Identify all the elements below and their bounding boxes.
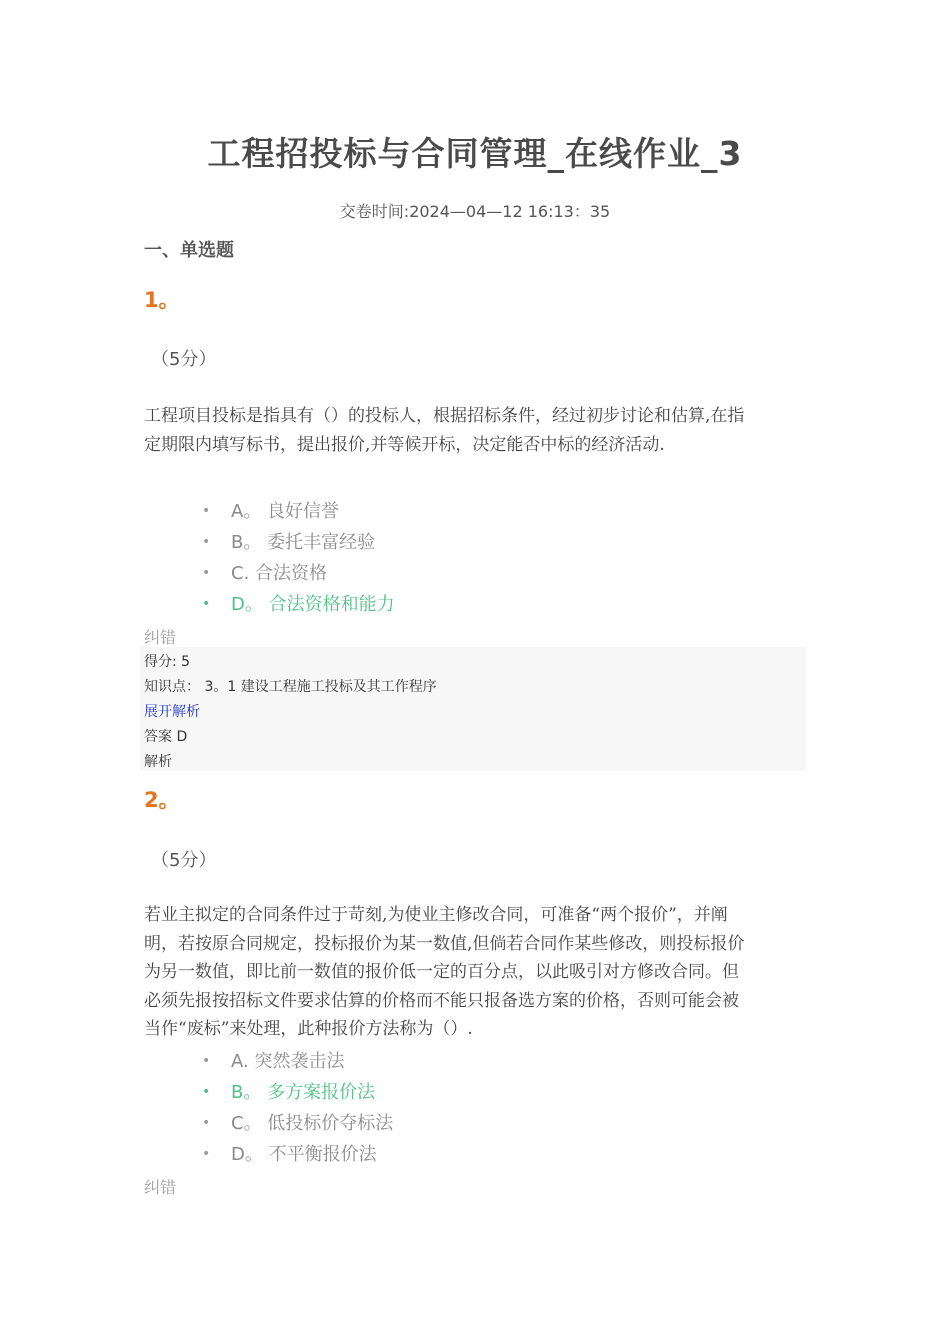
question-score: （5分）: [151, 349, 217, 370]
option-b[interactable]: [200, 1077, 393, 1108]
option-b[interactable]: [200, 527, 395, 558]
bullet-icon: •: [202, 503, 211, 519]
bullet-icon: •: [202, 565, 211, 581]
question-number: 2。: [144, 788, 180, 812]
option-list: [200, 496, 395, 620]
score-line: 得分: 5: [144, 654, 191, 670]
option-d[interactable]: [200, 589, 395, 620]
bullet-icon: •: [202, 1084, 211, 1100]
bullet-icon: •: [202, 534, 211, 550]
question-stem: 工程项目投标是指具有（）的投标人，根据招标条件，经过初步讨论和估算,在指定期限内填写标书，提出报价,并等候开标，决定能否中标的经济活动.: [144, 406, 745, 455]
option-label: B。 委托丰富经验: [231, 532, 376, 553]
option-d[interactable]: [200, 1139, 393, 1170]
option-label: D。 合法资格和能力: [231, 594, 395, 615]
option-label: D。 不平衡报价法: [231, 1144, 377, 1165]
expand-analysis-link[interactable]: 展开解析: [144, 704, 200, 720]
question-stem: 若业主拟定的合同条件过于苛刻,为使业主修改合同，可准备“两个报价”，并阐明，若按原合同规定，投标报价为某一数值,但倘若合同作某些修改，则投标报价为另一数值，即比前一数值的报价低一定的百分点，以此吸引对方修改合同。但必须先报按招标文件要求估算的价格而不能只报备选方案的价格，否则可能会被当作“废标”来处理，此种报价方法称为（）.: [144, 905, 745, 1039]
option-a[interactable]: [200, 496, 395, 527]
option-c[interactable]: [200, 1108, 393, 1139]
option-list: [200, 1046, 393, 1170]
option-label: A. 突然袭击法: [231, 1051, 345, 1072]
option-label: B。 多方案报价法: [231, 1082, 376, 1103]
section-title: 一、单选题: [144, 240, 234, 261]
question-number: 1。: [144, 288, 180, 312]
option-a[interactable]: [200, 1046, 393, 1077]
page-title: 工程招投标与合同管理_在线作业_3: [207, 134, 743, 173]
bullet-icon: •: [202, 596, 211, 612]
knowledge-point: 知识点： 3。1 建设工程施工投标及其工作程序: [144, 679, 437, 695]
option-label: C. 合法资格: [231, 563, 328, 584]
question-score: （5分）: [151, 850, 217, 871]
analysis-panel: [140, 647, 806, 771]
report-error-link[interactable]: 纠错: [144, 628, 177, 647]
option-label: A。 良好信誉: [231, 501, 340, 522]
report-error-link[interactable]: 纠错: [144, 1178, 177, 1197]
option-label: C。 低投标价夺标法: [231, 1113, 394, 1134]
bullet-icon: •: [202, 1053, 211, 1069]
bullet-icon: •: [202, 1115, 211, 1131]
analysis-label: 解析: [144, 754, 172, 770]
option-c[interactable]: [200, 558, 395, 589]
bullet-icon: •: [202, 1146, 211, 1162]
answer-line: 答案 D: [144, 729, 188, 745]
submit-time: 交卷时间:2024—04—12 16:13：35: [339, 202, 611, 221]
